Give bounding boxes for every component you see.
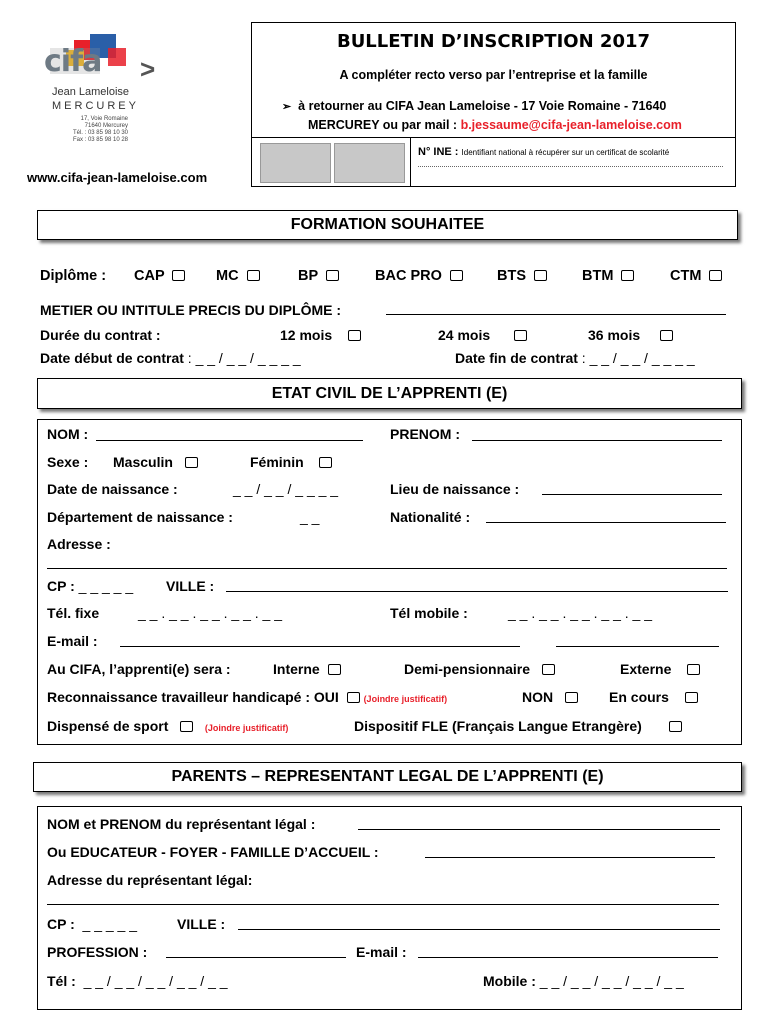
checkbox-ctm[interactable] <box>709 270 722 281</box>
diplome-option-label: BTM <box>582 268 614 284</box>
rep-ville-field[interactable] <box>238 917 720 930</box>
ine-title: N° INE : <box>418 146 462 158</box>
logo-name: Jean Lameloise <box>52 86 130 98</box>
checkbox-btm[interactable] <box>621 270 634 281</box>
checkbox-en-cours[interactable] <box>685 692 698 703</box>
ine-field[interactable] <box>418 166 723 167</box>
date-debut-mask[interactable]: : _ _ / _ _ / _ _ _ _ <box>183 350 301 366</box>
profession-label: PROFESSION : <box>47 944 148 960</box>
logo-arrow-icon: > <box>140 54 156 84</box>
rep-mobile-label: Mobile : <box>483 973 536 989</box>
logo-address-line: 17, Voie Romaine <box>80 116 128 122</box>
cifa-logo <box>22 34 232 164</box>
checkbox-handicap-oui[interactable] <box>347 692 360 703</box>
rep-ville-label: VILLE : <box>177 916 226 932</box>
nom-label: NOM : <box>47 426 89 442</box>
ine-hint: Identifiant national à récupérer sur un certificat de scolarité <box>461 148 670 157</box>
nom-field[interactable] <box>96 428 363 441</box>
checkbox-12-mois[interactable] <box>348 330 361 341</box>
nationalite-field[interactable] <box>486 510 726 523</box>
diplome-option-label: BTS <box>497 268 526 284</box>
regime-interne[interactable] <box>273 661 341 677</box>
checkbox-bacpro[interactable] <box>450 270 463 281</box>
cp-field[interactable]: _ _ _ _ _ <box>78 578 134 594</box>
diplome-mc[interactable] <box>216 268 260 284</box>
logo-square-red2 <box>108 48 126 66</box>
arrow-bullet-icon: ➢ <box>282 101 292 113</box>
handicap-label: Reconnaissance travailleur handicapé : OUI <box>47 689 339 705</box>
regime-option-label: Interne <box>273 661 320 677</box>
joindre-justificatif-note: (Joindre justificatif) <box>363 694 448 704</box>
metier-row <box>40 302 341 318</box>
section-etat-civil-header: ETAT CIVIL DE L’APPRENTI (E) <box>37 378 742 409</box>
adresse-label: Adresse : <box>47 536 111 552</box>
date-naissance-field[interactable]: _ _ / _ _ / _ _ _ _ <box>233 481 339 497</box>
email-field[interactable] <box>120 634 520 647</box>
handicap-en-cours[interactable] <box>609 689 698 705</box>
checkbox-masculin[interactable] <box>185 457 198 468</box>
checkbox-cap[interactable] <box>172 270 185 281</box>
header-vdivider <box>410 137 411 186</box>
date-debut-label: Date début de contrat <box>40 350 184 366</box>
diplome-bts[interactable] <box>497 268 547 284</box>
form-subtitle: A compléter recto verso par l’entreprise et la famille <box>339 68 648 82</box>
return-line-2: MERCUREY ou par mail : <box>308 118 461 132</box>
regime-option-label: Demi-pensionnaire <box>404 661 531 677</box>
regime-option-label: Externe <box>620 661 672 677</box>
diplome-option-label: CTM <box>670 268 702 284</box>
logo-address-line: Tél. : 03 85 98 10 30 <box>72 130 128 136</box>
rep-nom-label: NOM et PRENOM du représentant légal : <box>47 816 316 832</box>
form-title: BULLETIN D’INSCRIPTION 2017 <box>336 31 651 52</box>
checkbox-externe[interactable] <box>687 664 700 675</box>
handicap-row <box>47 689 447 705</box>
diplome-bacpro[interactable] <box>375 268 463 284</box>
feminin-label: Féminin <box>250 454 304 470</box>
rep-adresse-field[interactable] <box>47 892 719 905</box>
rep-nom-field[interactable] <box>358 817 720 830</box>
rep-cp-row <box>47 916 137 932</box>
header-box <box>251 22 736 187</box>
rep-tel-row <box>47 973 228 989</box>
prenom-field[interactable] <box>472 428 722 441</box>
diplome-ctm[interactable] <box>670 268 722 284</box>
dept-naissance-label: Département de naissance : <box>47 509 233 525</box>
diplome-label: Diplôme : <box>40 268 107 284</box>
duree-option-label: 36 mois <box>588 327 641 343</box>
metier-field[interactable] <box>386 302 726 315</box>
section-parents-header: PARENTS – REPRESENTANT LEGAL DE L’APPRENTI (E) <box>33 762 742 792</box>
duree-12[interactable] <box>280 327 361 343</box>
email-label: E-mail : <box>47 633 98 649</box>
dept-naissance-field[interactable]: _ _ <box>300 509 320 525</box>
diplome-cap[interactable] <box>134 268 185 284</box>
sexe-feminin[interactable] <box>250 454 332 470</box>
rep-mobile-field[interactable]: _ _ / _ _ / _ _ / _ _ / _ _ <box>539 973 684 989</box>
lieu-naissance-field[interactable] <box>542 482 722 495</box>
non-label: NON <box>522 689 554 705</box>
prenom-label: PRENOM : <box>390 426 460 442</box>
fle-label: Dispositif FLE (Français Langue Etrangère) <box>354 718 642 734</box>
sport-row <box>47 718 288 734</box>
profession-field[interactable] <box>166 945 346 958</box>
educ-field[interactable] <box>425 845 715 858</box>
tel-mobile-label: Tél mobile : <box>390 605 468 621</box>
diplome-row <box>40 268 106 284</box>
duree-36[interactable] <box>588 327 673 343</box>
nationalite-label: Nationalité : <box>390 509 471 525</box>
diplome-option-label: MC <box>216 268 239 284</box>
ville-label: VILLE : <box>166 578 215 594</box>
email-field-2[interactable] <box>556 634 719 647</box>
photo-box-1 <box>260 143 331 183</box>
rep-tel-field[interactable]: _ _ / _ _ / _ _ / _ _ / _ _ <box>83 973 228 989</box>
diplome-bp[interactable] <box>298 268 339 284</box>
date-debut-row[interactable] <box>40 350 301 366</box>
joindre-justificatif-note: (Joindre justificatif) <box>204 723 289 733</box>
en-cours-label: En cours <box>609 689 669 705</box>
checkbox-demi-pensionnaire[interactable] <box>542 664 555 675</box>
duree-24[interactable] <box>438 327 527 343</box>
checkbox-fle[interactable] <box>669 721 682 732</box>
tel-fixe-field[interactable]: _ _ . _ _ . _ _ . _ _ . _ _ <box>138 605 282 621</box>
diplome-option-label: BP <box>298 268 318 284</box>
ville-field[interactable] <box>226 579 728 592</box>
ine-label <box>418 146 669 158</box>
handicap-non[interactable] <box>522 689 578 705</box>
date-naissance-label: Date de naissance : <box>47 481 178 497</box>
sport-label: Dispensé de sport <box>47 718 169 734</box>
checkbox-36-mois[interactable] <box>660 330 673 341</box>
section-formation-header: FORMATION SOUHAITEE <box>37 210 738 240</box>
contact-email[interactable]: b.jessaume@cifa-jean-lameloise.com <box>460 118 682 132</box>
rep-cp-field[interactable]: _ _ _ _ _ <box>82 916 138 932</box>
rep-adresse-label: Adresse du représentant légal: <box>47 872 253 888</box>
checkbox-mc[interactable] <box>247 270 260 281</box>
duree-option-label: 12 mois <box>280 327 333 343</box>
masculin-label: Masculin <box>113 454 173 470</box>
sexe-label: Sexe : <box>47 454 89 470</box>
logo-address-line: Fax : 03 85 98 10 28 <box>72 137 128 143</box>
diplome-option-label: BAC PRO <box>375 268 442 284</box>
fle-row[interactable] <box>354 718 682 734</box>
rep-tel-label: Tél : <box>47 973 76 989</box>
checkbox-interne[interactable] <box>328 664 341 675</box>
checkbox-sport[interactable] <box>180 721 193 732</box>
cp-row <box>47 578 133 594</box>
regime-externe[interactable] <box>620 661 700 677</box>
checkbox-bts[interactable] <box>534 270 547 281</box>
date-fin-label: Date fin de contrat <box>455 350 578 366</box>
logo-city: MERCUREY <box>52 100 139 112</box>
photo-box-2 <box>334 143 405 183</box>
rep-mobile-row <box>483 973 684 989</box>
logo-address <box>62 116 128 144</box>
date-fin-row[interactable] <box>455 350 695 366</box>
rep-email-field[interactable] <box>418 945 718 958</box>
logo-address-line: 71640 Mercurey <box>84 123 128 129</box>
website-link[interactable]: www.cifa-jean-lameloise.com <box>27 170 208 185</box>
return-line-1: à retourner au CIFA Jean Lameloise - 17 Voie Romaine - 71640 <box>298 99 667 113</box>
checkbox-feminin[interactable] <box>319 457 332 468</box>
educ-label: Ou EDUCATEUR - FOYER - FAMILLE D’ACCUEIL : <box>47 844 379 860</box>
checkbox-24-mois[interactable] <box>514 330 527 341</box>
logo-brand: cifa <box>44 44 102 79</box>
rep-cp-label: CP : <box>47 916 75 932</box>
return-instructions <box>282 97 732 134</box>
regime-label: Au CIFA, l’apprenti(e) sera : <box>47 661 231 677</box>
duree-option-label: 24 mois <box>438 327 491 343</box>
checkbox-bp[interactable] <box>326 270 339 281</box>
tel-fixe-label: Tél. fixe <box>47 605 100 621</box>
cp-label: CP : <box>47 578 75 594</box>
metier-label: METIER OU INTITULE PRECIS DU DIPLÔME : <box>40 302 342 318</box>
sexe-masculin[interactable] <box>113 454 198 470</box>
header-divider <box>252 137 735 138</box>
date-fin-mask[interactable]: : _ _ / _ _ / _ _ _ _ <box>577 350 695 366</box>
adresse-field[interactable] <box>47 556 727 569</box>
rep-email-label: E-mail : <box>356 944 407 960</box>
tel-mobile-field[interactable]: _ _ . _ _ . _ _ . _ _ . _ _ <box>508 605 652 621</box>
lieu-naissance-label: Lieu de naissance : <box>390 481 520 497</box>
duree-label: Durée du contrat : <box>40 327 161 343</box>
diplome-option-label: CAP <box>134 268 165 284</box>
checkbox-handicap-non[interactable] <box>565 692 578 703</box>
regime-demi-pensionnaire[interactable] <box>404 661 555 677</box>
diplome-btm[interactable] <box>582 268 634 284</box>
